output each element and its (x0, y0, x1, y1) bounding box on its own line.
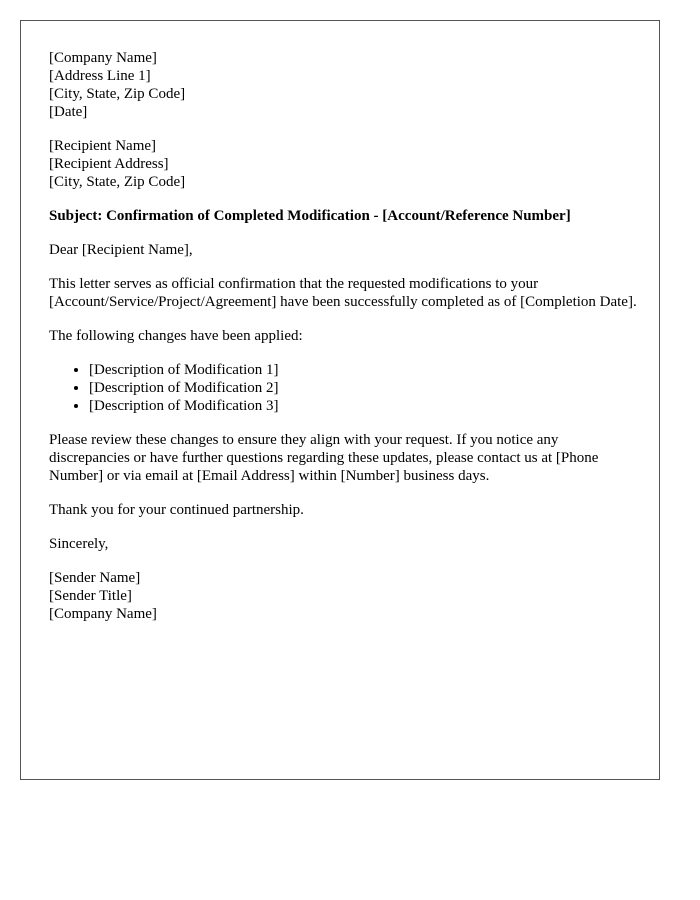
recipient-city-state-zip: [City, State, Zip Code] (49, 174, 186, 190)
sender-name: [Sender Name] (49, 570, 141, 586)
letter-page (20, 20, 660, 780)
salutation: Dear [Recipient Name], (49, 242, 193, 258)
modification-item: • [Description of Modification 1] (89, 361, 639, 379)
recipient-address-block (49, 137, 639, 191)
modifications-list (49, 361, 639, 415)
signature-company-name: [Company Name] (49, 606, 157, 622)
sender-address-block (49, 49, 639, 121)
recipient-address: [Recipient Address] (49, 156, 169, 172)
recipient-name: [Recipient Name] (49, 138, 157, 154)
review-paragraph: Please review these changes to ensure they align with your request. If you notice any discrepancies or have further questions regarding these updates, please contact us at [Phone Number] or via email at [Email Address] within [Number] business days. (49, 432, 599, 484)
sender-company-name: [Company Name] (49, 50, 157, 66)
modification-item: • [Description of Modification 3] (89, 397, 639, 415)
confirmation-paragraph: This letter serves as official confirmation that the requested modifications to your [Account/Service/Project/Agreement] have been successfully completed as of [Completion Date]. (49, 276, 637, 310)
subject-line: Subject: Confirmation of Completed Modification - [Account/Reference Number] (49, 208, 571, 224)
sender-title: [Sender Title] (49, 588, 132, 604)
modification-item: • [Description of Modification 2] (89, 379, 639, 397)
letter-body (49, 49, 639, 639)
sender-address-line-1: [Address Line 1] (49, 68, 151, 84)
changes-intro: The following changes have been applied: (49, 328, 303, 344)
closing: Sincerely, (49, 536, 109, 552)
sender-city-state-zip: [City, State, Zip Code] (49, 86, 186, 102)
thanks-paragraph: Thank you for your continued partnership. (49, 502, 304, 518)
letter-date: [Date] (49, 104, 88, 120)
signature-block (49, 569, 639, 623)
